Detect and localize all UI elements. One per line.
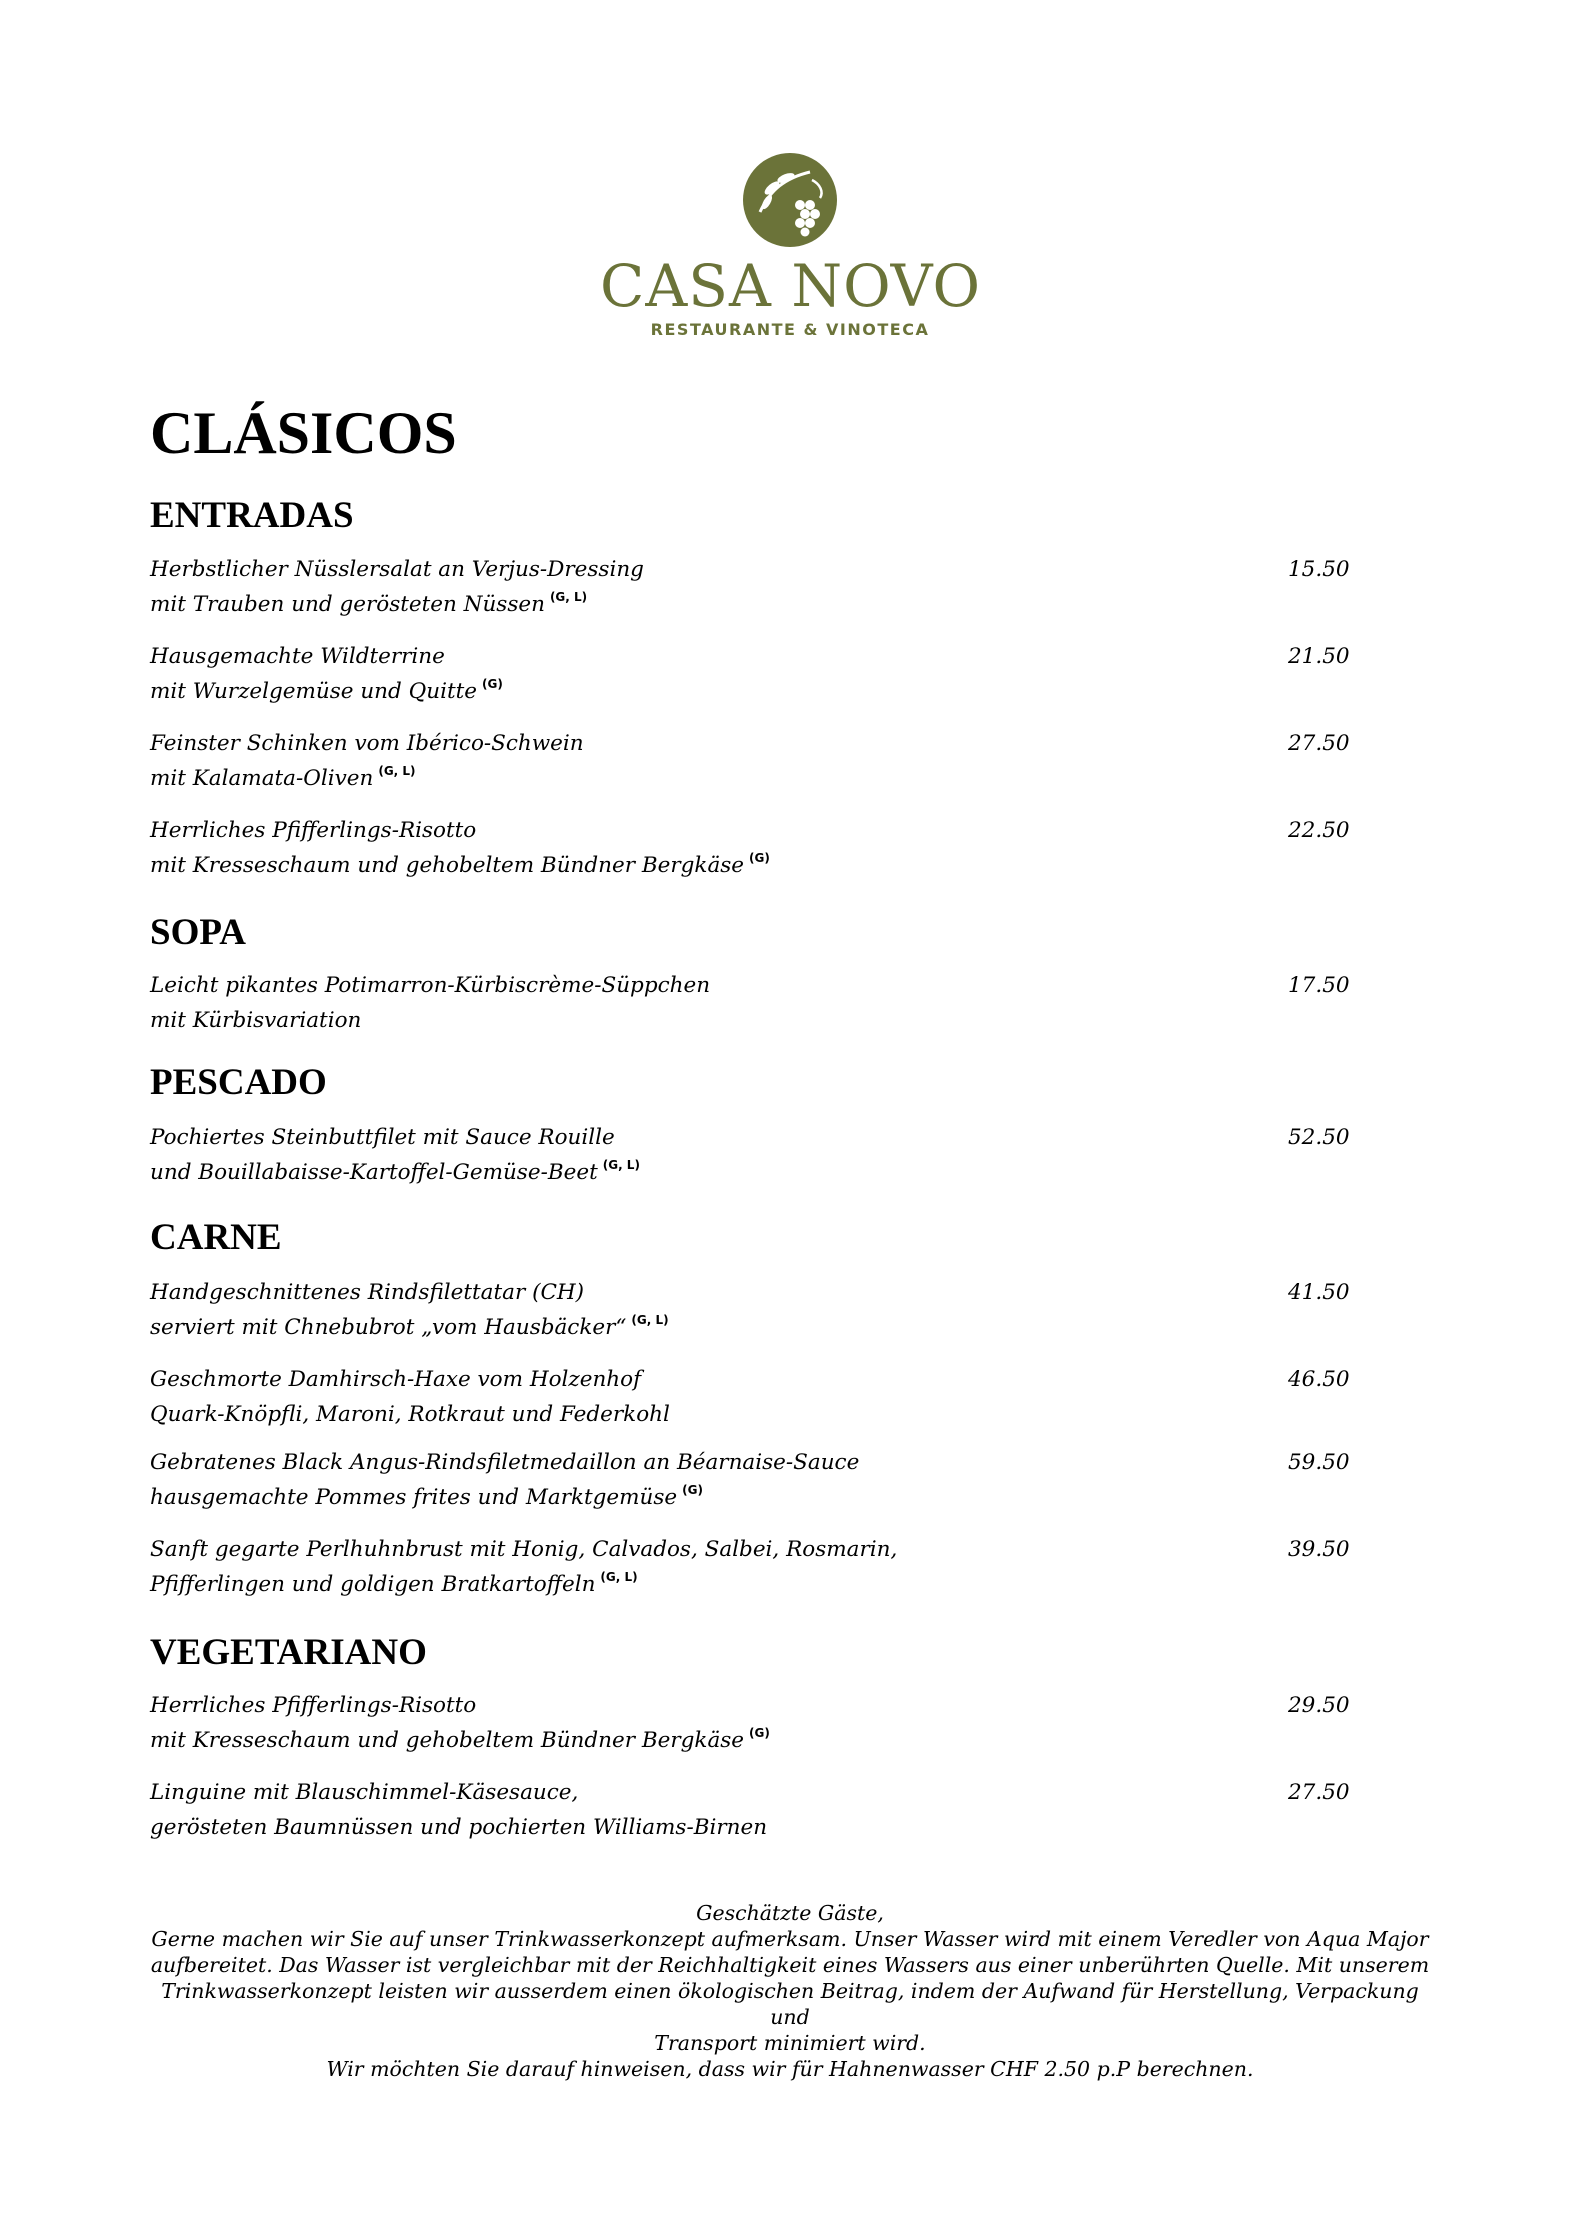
footer-text-line: aufbereitet. Das Wasser ist vergleichbar mit der Reichhaltigkeit eines Wassers aus einer unberührten Quelle. Mit unserem [150, 1953, 1430, 1977]
item-price: 15.50 [1288, 557, 1350, 582]
item-description: und Bouillabaisse-Kartoffel-Gemüse-Beet $^{(G, L)}$ [150, 1158, 640, 1185]
menu-item [150, 1445, 1350, 1518]
item-name: Handgeschnittenes Rindsfilettatar (CH) [150, 1280, 585, 1305]
allergen-note: (G) [481, 677, 503, 691]
footer-text-line: Trinkwasserkonzept leisten wir ausserdem einen ökologischen Beitrag, indem der Aufwand für Herstellung, Verpackung und [161, 1979, 1419, 2029]
allergen-note: (G, L) [602, 1158, 640, 1172]
item-price: 29.50 [1288, 1693, 1350, 1718]
item-price: 46.50 [1288, 1367, 1350, 1392]
item-name: Herrliches Pfifferlings-Risotto [150, 1693, 477, 1718]
allergen-note: (G, L) [631, 1313, 669, 1327]
section-title-vegetariano: VEGETARIANO [150, 1632, 427, 1673]
footer-text-line: Gerne machen wir Sie auf unser Trinkwasserkonzept aufmerksam. Unser Wasser wird mit einem Veredler von Aqua Major [151, 1927, 1429, 1951]
menu-item [150, 968, 1350, 1041]
item-name: Geschmorte Damhirsch-Haxe vom Holzenhof [150, 1367, 642, 1392]
item-description: mit Kresseschaum und gehobeltem Bündner Bergkäse $^{(G)}$ [150, 851, 770, 878]
water-notice [140, 1900, 1440, 2082]
item-description: Quark-Knöpfli, Maroni, Rotkraut und Federkohl [150, 1402, 670, 1427]
section-title-pescado: PESCADO [150, 1062, 327, 1103]
olive-grape-emblem-icon [740, 150, 840, 250]
section-title-sopa: SOPA [150, 912, 246, 953]
footer-text-line: Wir möchten Sie darauf hinweisen, dass wir für Hahnenwasser CHF 2.50 p.P berechnen. [326, 2057, 1254, 2081]
item-description: serviert mit Chnebubrot „vom Hausbäcker“ $^{(G, L)}$ [150, 1313, 669, 1340]
item-name: Sanft gegarte Perlhuhnbrust mit Honig, Calvados, Salbei, Rosmarin, [150, 1537, 898, 1562]
item-description: mit Kalamata-Oliven $^{(G, L)}$ [150, 764, 416, 791]
menu-item [150, 1362, 1350, 1435]
item-description: Pfifferlingen und goldigen Bratkartoffeln $^{(G, L)}$ [150, 1570, 638, 1597]
menu-item [150, 1688, 1350, 1761]
allergen-note: (G, L) [378, 764, 416, 778]
item-price: 27.50 [1288, 731, 1350, 756]
item-description: gerösteten Baumnüssen und pochierten Williams-Birnen [150, 1815, 768, 1840]
item-name: Herbstlicher Nüsslersalat an Verjus-Dressing [150, 557, 644, 582]
footer-greeting: Geschätzte Gäste, [696, 1901, 884, 1925]
item-description: mit Kürbisvariation [150, 1008, 362, 1033]
page-title: CLÁSICOS [150, 400, 457, 466]
footer-text-line: Transport minimiert wird. [654, 2031, 926, 2055]
item-price: 21.50 [1288, 644, 1350, 669]
allergen-note: (G) [682, 1483, 703, 1497]
item-description: mit Trauben und gerösteten Nüssen $^{(G, L)}$ [150, 590, 588, 617]
allergen-note: (G, L) [600, 1570, 638, 1584]
item-name: Herrliches Pfifferlings-Risotto [150, 818, 477, 843]
allergen-note: (G, L) [549, 590, 588, 604]
menu-item [150, 1275, 1350, 1348]
menu-item [150, 1532, 1350, 1605]
menu-item [150, 552, 1350, 625]
item-price: 17.50 [1288, 973, 1350, 998]
allergen-note: (G) [749, 1726, 770, 1740]
item-price: 22.50 [1288, 818, 1350, 843]
item-price: 52.50 [1288, 1125, 1350, 1150]
menu-item [150, 726, 1350, 799]
menu-item [150, 1120, 1350, 1193]
menu-item [150, 639, 1350, 712]
item-name: Linguine mit Blauschimmel-Käsesauce, [150, 1780, 579, 1805]
section-title-carne: CARNE [150, 1217, 282, 1258]
item-name: Gebratenes Black Angus-Rindsfiletmedaillon an Béarnaise-Sauce [150, 1450, 860, 1475]
section-title-entradas: ENTRADAS [150, 495, 354, 536]
item-price: 59.50 [1288, 1450, 1350, 1475]
item-name: Pochiertes Steinbuttfilet mit Sauce Rouille [150, 1125, 615, 1150]
item-description: mit Kresseschaum und gehobeltem Bündner Bergkäse $^{(G)}$ [150, 1726, 770, 1753]
item-name: Feinster Schinken vom Ibérico-Schwein [150, 731, 584, 756]
brand-logo [600, 150, 980, 350]
item-name: Leicht pikantes Potimarron-Kürbiscrème-Süppchen [150, 973, 711, 998]
item-description: hausgemachte Pommes frites und Marktgemüse $^{(G)}$ [150, 1483, 703, 1510]
menu-item [150, 1775, 1350, 1848]
item-description: mit Wurzelgemüse und Quitte $^{(G)}$ [150, 677, 503, 704]
brand-name: CASA NOVO [600, 252, 982, 320]
item-price: 27.50 [1288, 1780, 1350, 1805]
item-price: 39.50 [1288, 1537, 1350, 1562]
item-price: 41.50 [1288, 1280, 1350, 1305]
allergen-note: (G) [749, 851, 770, 865]
item-name: Hausgemachte Wildterrine [150, 644, 445, 669]
menu-item [150, 813, 1350, 886]
brand-subtitle: RESTAURANTE & VINOTECA [650, 320, 930, 339]
